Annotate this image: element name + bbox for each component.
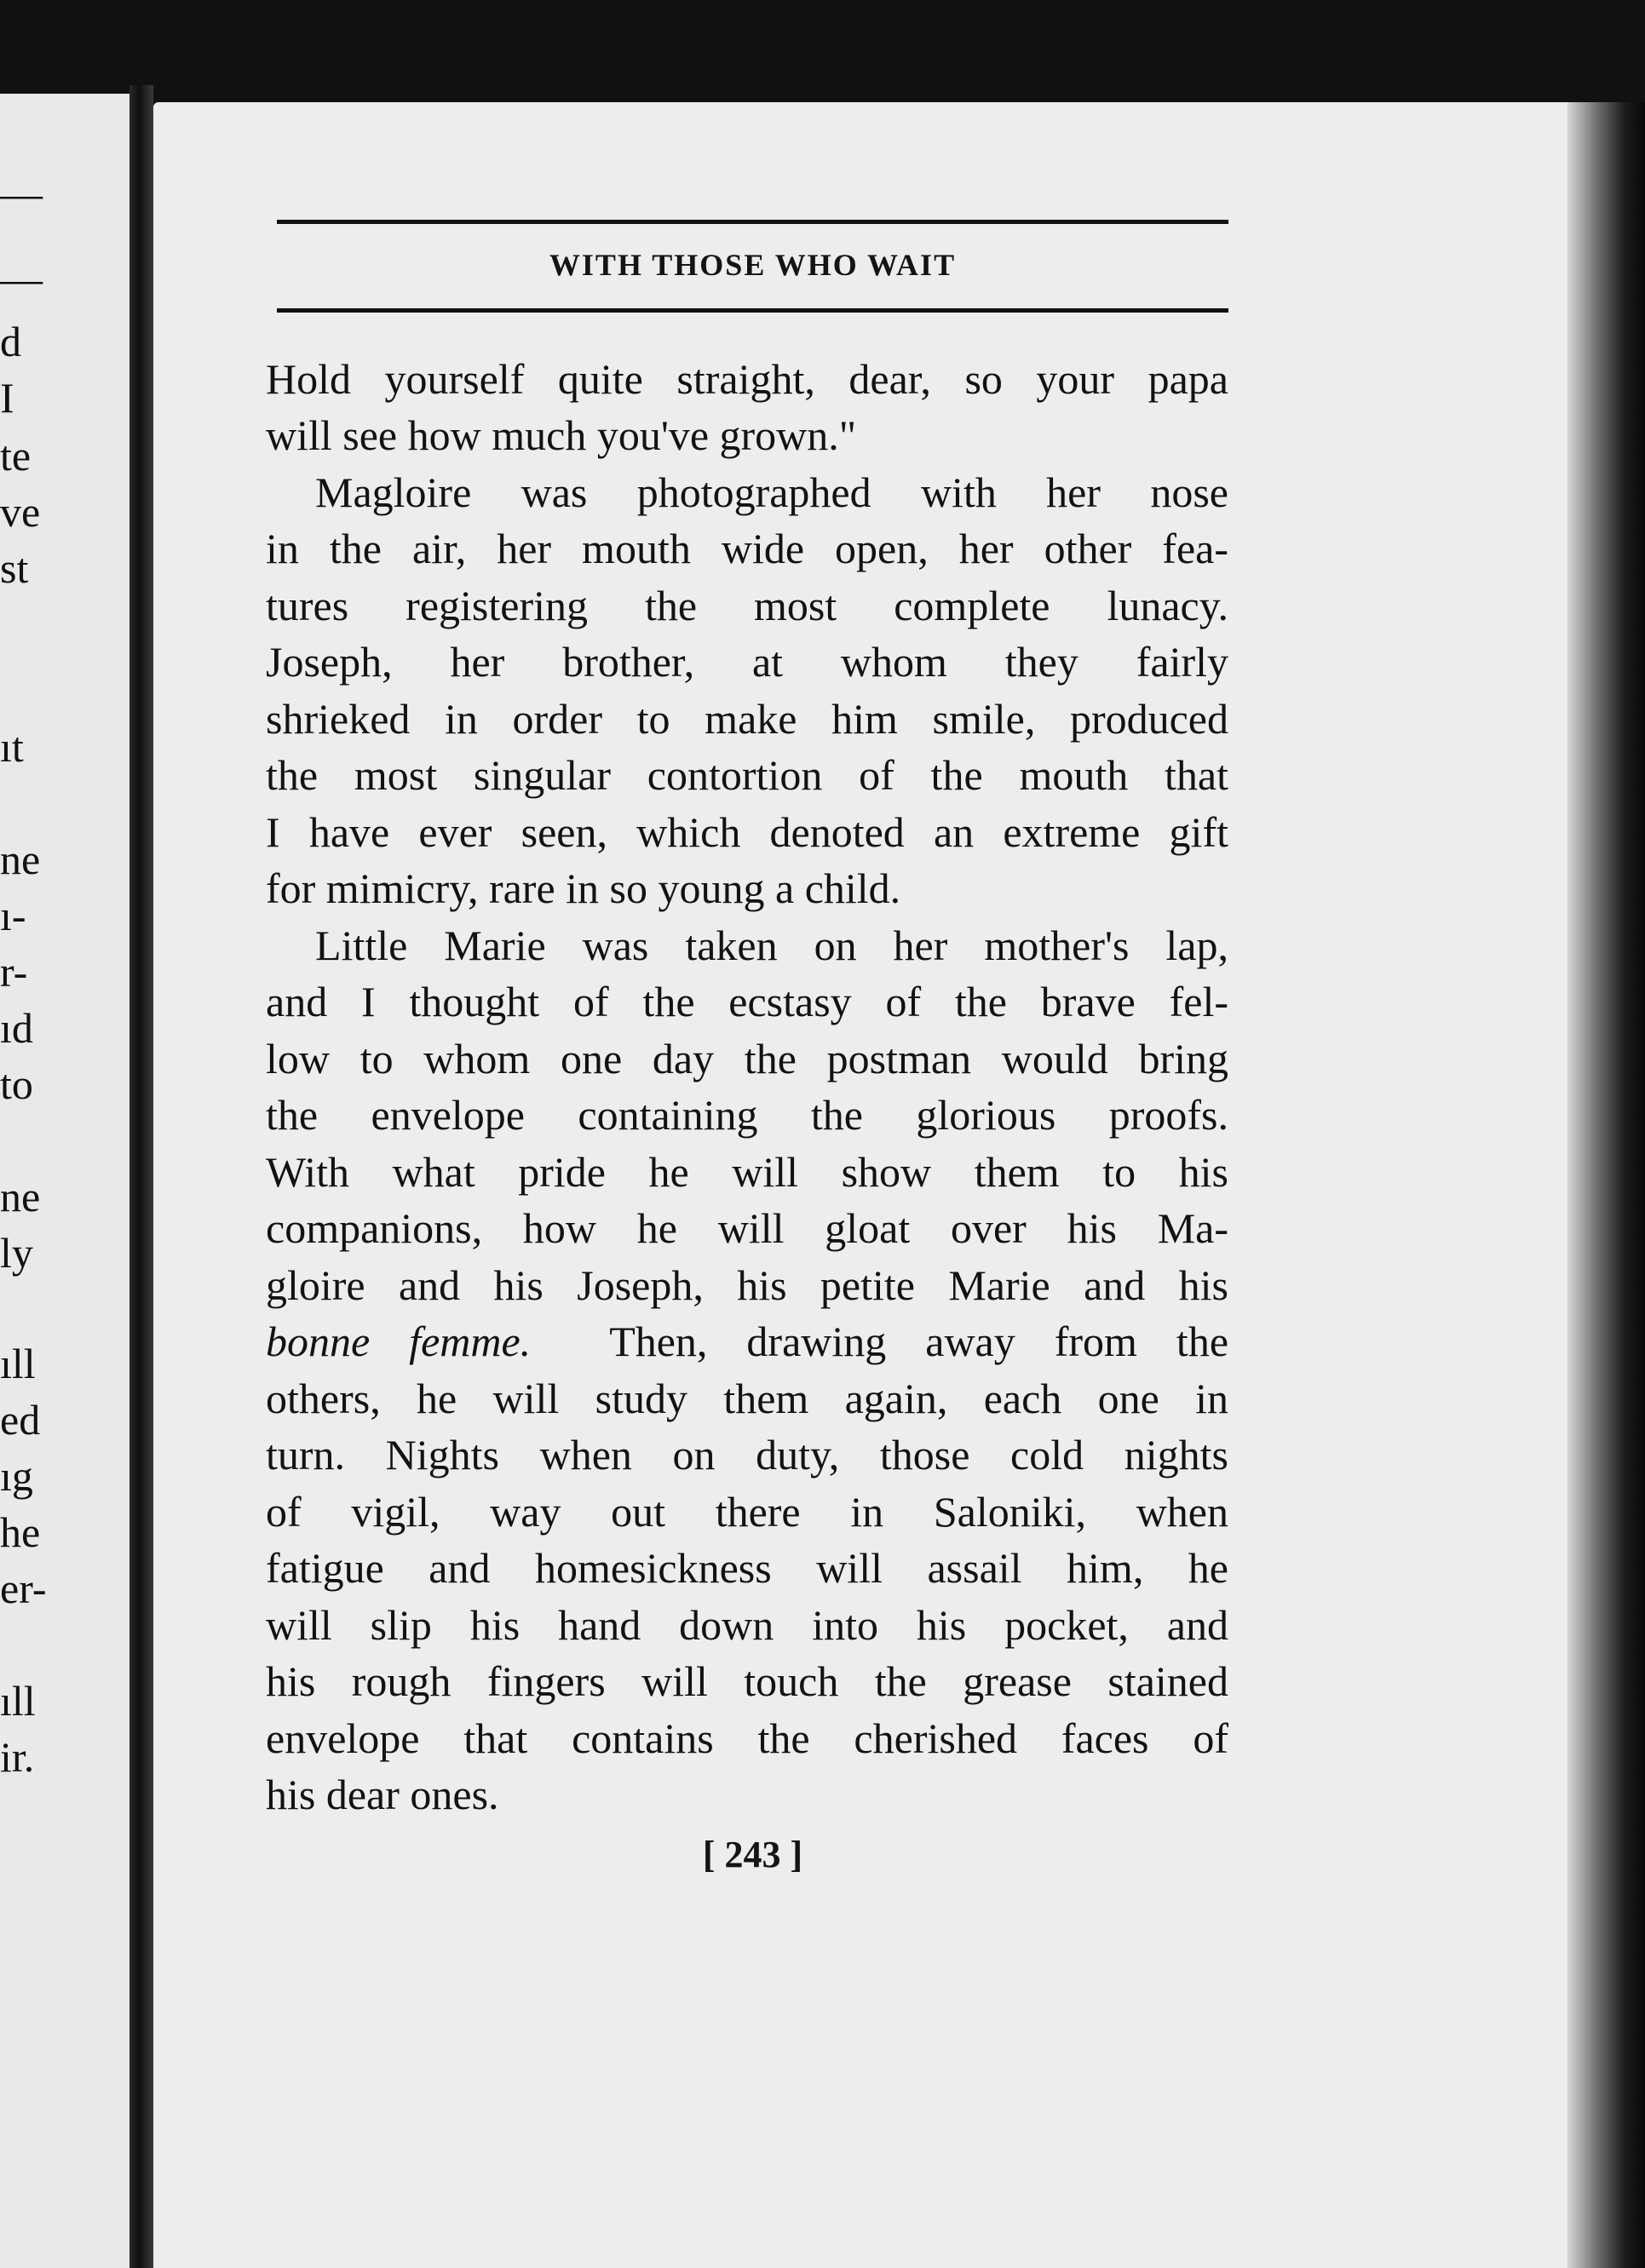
text-line: envelope that contains the cherished faces of [266,1714,1228,1762]
left-fragment: ı- [0,892,26,939]
text-line-with-italic [266,1313,1228,1369]
text-line: With what pride he will show them to his [266,1148,1228,1196]
page-edge-shadow [1567,102,1645,2268]
left-fragment: ne [0,1173,41,1220]
left-fragment: er- [0,1565,47,1612]
text-line: his rough fingers will touch the grease stained [266,1657,1228,1705]
text-line: in the air, her mouth wide open, her other fea- [266,525,1228,572]
text-line: Little Marie was taken on her mother's lap, [315,922,1228,969]
left-fragment: ıg [0,1452,33,1500]
text-line: the most singular contortion of the mouth that [266,751,1228,799]
left-fragment: ve [0,488,41,536]
header-rule-top [277,220,1228,224]
text-line: I have ever seen, which denoted an extreme gift [266,808,1228,856]
left-fragment: d [0,318,21,365]
text-line: fatigue and homesickness will assail him, he [266,1544,1228,1592]
page-number: [ 243 ] [702,1834,803,1875]
text-line: others, he will study them again, each one in [266,1375,1228,1422]
header-rule-bottom [277,308,1228,313]
text-line: gloire and his Joseph, his petite Marie and his [266,1261,1228,1309]
left-fragment: st [0,544,29,592]
book-gutter [129,85,153,2268]
left-fragment: ly [0,1229,33,1277]
scan-background-top [0,0,1645,106]
text-line: Joseph, her brother, at whom they fairly [266,638,1228,686]
text-line: Hold yourself quite straight, dear, so your papa [266,355,1228,403]
running-head: WITH THOSE WHO WAIT [549,248,957,282]
left-fragment: — [0,169,43,217]
italic-phrase: bonne femme. [266,1318,532,1365]
text-line: shrieked in order to make him smile, produced [266,695,1228,743]
left-fragment: he [0,1508,41,1556]
text-line: and I thought of the ecstasy of the brave fel- [266,978,1228,1025]
text-line: companions, how he will gloat over his Ma- [266,1204,1228,1252]
left-fragment: I [0,374,14,422]
left-fragment: ıll [0,1340,36,1387]
left-fragment: ne [0,835,41,883]
text-line: tures registering the most complete lunacy. [266,582,1228,629]
left-fragment: ıt [0,723,24,771]
text-line: will slip his hand down into his pocket, and [266,1601,1228,1649]
text-line: turn. Nights when on duty, those cold nights [266,1431,1228,1479]
left-fragment: te [0,432,32,479]
left-fragment: ıll [0,1677,36,1725]
left-fragment: r- [0,948,28,996]
text-line: low to whom one day the postman would bring [266,1035,1228,1082]
left-fragment: ıd [0,1004,33,1052]
left-fragment: to [0,1060,33,1108]
text-line: his dear ones. [266,1771,499,1818]
text-line: of vigil, way out there in Saloniki, when [266,1488,1228,1536]
facing-page-fragment [0,94,129,2268]
left-fragment: ed [0,1396,41,1444]
left-fragment: — [0,255,43,302]
left-fragment: ir. [0,1733,35,1781]
text-line: the envelope containing the glorious proofs. [266,1091,1228,1139]
text-line: for mimicry, rare in so young a child. [266,864,901,912]
text-line: will see how much you've grown." [266,411,857,459]
text-span: Then, drawing away from the [609,1318,1229,1365]
text-line: Magloire was photographed with her nose [315,468,1228,516]
